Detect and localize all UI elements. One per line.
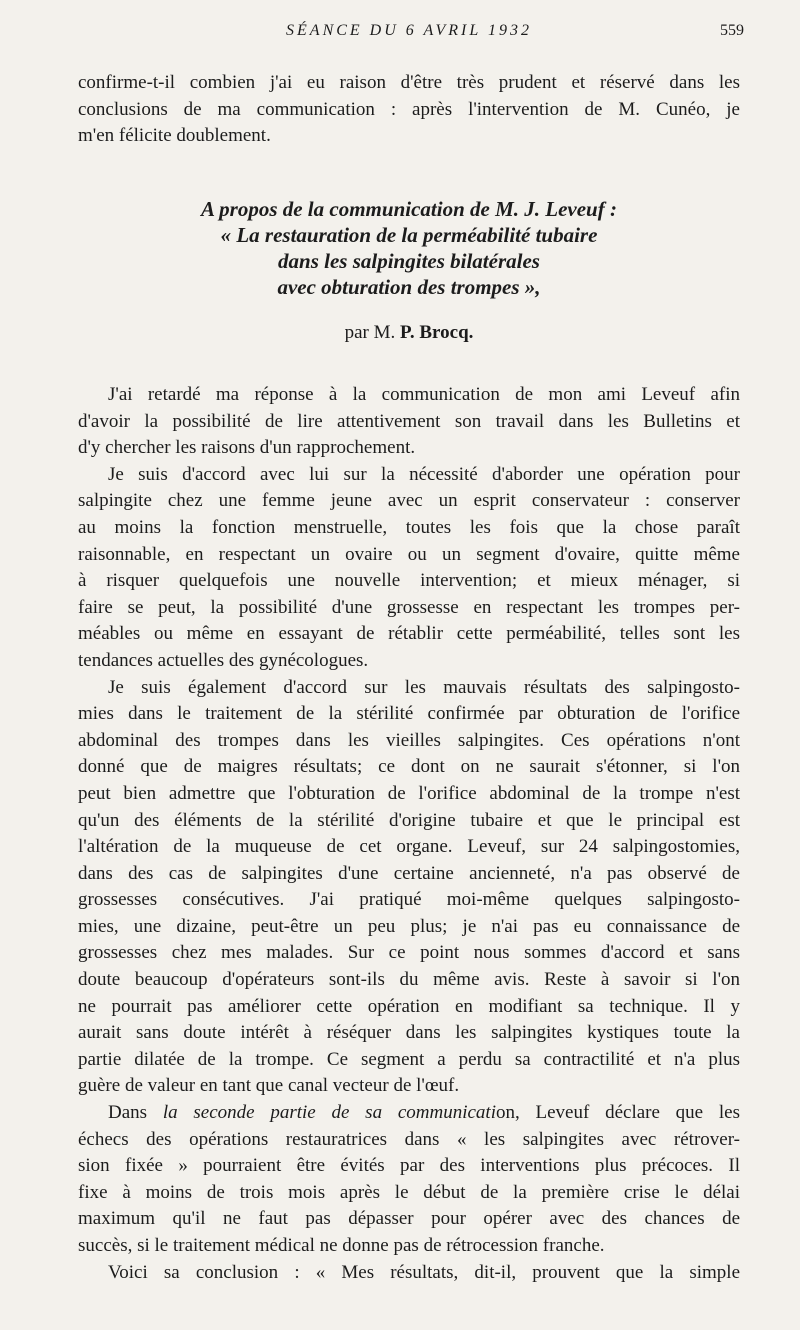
text-line: Je suis également d'accord sur les mauvais résultats des salpingosto- <box>108 676 740 698</box>
text-line: Je suis d'accord avec lui sur la nécessité d'aborder une opération pour <box>108 463 740 485</box>
byline-author: P. Brocq. <box>400 322 474 343</box>
text-line: l'altération de la muqueuse de cet organe. Leveuf, sur 24 salpingostomies, <box>78 836 740 858</box>
text-line: aurait sans doute intérêt à réséquer dans les salpingites kystiques toute la <box>78 1022 740 1044</box>
text-line: grossesses consécutives. J'ai pratiqué moi-même quelques salpingosto- <box>78 889 740 911</box>
text-line: mies dans le traitement de la stérilité confirmée par obturation de l'orifice <box>78 703 740 725</box>
text-line: succès, si le traitement médical ne donne pas de rétrocession franche. <box>78 1235 605 1256</box>
text-line: d'avoir la possibilité de lire attentivement son travail dans les Bulletins et <box>78 410 740 432</box>
text-line: abdominal des trompes dans les vieilles salpingites. Ces opérations n'ont <box>78 729 740 751</box>
text-line: partie dilatée de la trompe. Ce segment a perdu sa contractilité et n'a plus <box>78 1048 740 1070</box>
byline <box>78 322 740 344</box>
header-title: SÉANCE DU 6 AVRIL 1932 <box>286 22 532 39</box>
text-line: m'en félicite doublement. <box>78 125 271 147</box>
text-line: salpingite chez une femme jeune avec un esprit conservateur : conserver <box>78 490 740 512</box>
text-line: confirme-t-il combien j'ai eu raison d'être très prudent et réservé dans les <box>78 72 740 93</box>
text-line: à risquer quelquefois une nouvelle intervention; et mieux ménager, si <box>78 570 740 592</box>
text-line: d'y chercher les raisons d'un rapprochement. <box>78 437 416 459</box>
text-line: Voici sa conclusion : « Mes résultats, dit-il, prouvent que la simple <box>108 1261 740 1283</box>
heading-line: dans les salpingites bilatérales <box>278 249 540 273</box>
heading-line: « La restauration de la perméabilité tubaire <box>220 223 598 247</box>
text-line: raisonnable, en respectant un ovaire ou un segment d'ovaire, quitte même <box>78 543 740 565</box>
text-line: fixe à moins de trois mois après le début de la première crise le délai <box>78 1181 740 1203</box>
body-text <box>78 382 740 1286</box>
text-line: tendances actuelles des gynécologues. <box>78 649 369 671</box>
heading-line: avec obturation des trompes », <box>277 275 541 299</box>
text-line: doute beaucoup d'opérateurs sont-ils du même avis. Reste à savoir si l'on <box>78 969 740 991</box>
page-number: 559 <box>720 22 744 39</box>
byline-prefix: par M. <box>344 322 396 343</box>
text-line: conclusions de ma communication : après l'intervention de M. Cunéo, je <box>78 98 740 120</box>
text-line: grossesses chez mes malades. Sur ce point nous sommes d'accord et sans <box>78 942 740 964</box>
running-header <box>78 22 744 46</box>
section-heading <box>78 196 740 300</box>
text-line: guère de valeur en tant que canal vecteur de l'œuf. <box>78 1075 460 1097</box>
text-line: méables ou même en essayant de rétablir cette perméabilité, telles sont les <box>78 623 740 645</box>
heading-line: A propos de la communication de M. J. Leveuf : <box>201 197 617 221</box>
text-line: échecs des opérations restauratrices dans « les salpingites avec rétrover- <box>78 1128 740 1150</box>
text-line: au moins la fonction menstruelle, toutes les fois que la chose paraît <box>78 516 740 538</box>
text-line: donné que de maigres résultats; ce dont on ne saurait s'étonner, si l'on <box>78 756 740 778</box>
text-line: mies, une dizaine, peut-être un peu plus; je n'ai pas eu connaissance de <box>78 915 740 937</box>
text-line: faire se peut, la possibilité d'une grossesse en respectant les trompes per- <box>78 596 740 618</box>
text-line: maximum qu'il ne faut pas dépasser pour opérer avec des chances de <box>78 1208 740 1230</box>
text-line: dans des cas de salpingites d'une certaine ancienneté, n'a pas observé de <box>78 862 740 884</box>
intro-paragraph <box>78 70 740 150</box>
text-line: qu'un des éléments de la stérilité d'origine tubaire et que le principal est <box>78 809 740 831</box>
text-line: sion fixée » pourraient être évités par des interventions plus précoces. Il <box>78 1155 740 1177</box>
text-line: ne pourrait pas améliorer cette opération en modifiant sa technique. Il y <box>78 995 740 1017</box>
text-line: peut bien admettre que l'obturation de l'orifice abdominal de la trompe n'est <box>78 782 740 804</box>
text-line: Dans la seconde partie de sa communication, Leveuf déclare que les <box>108 1102 740 1124</box>
italic-phrase: la seconde partie de sa communicati <box>147 1102 496 1124</box>
text-line: J'ai retardé ma réponse à la communication de mon ami Leveuf afin <box>108 384 740 405</box>
